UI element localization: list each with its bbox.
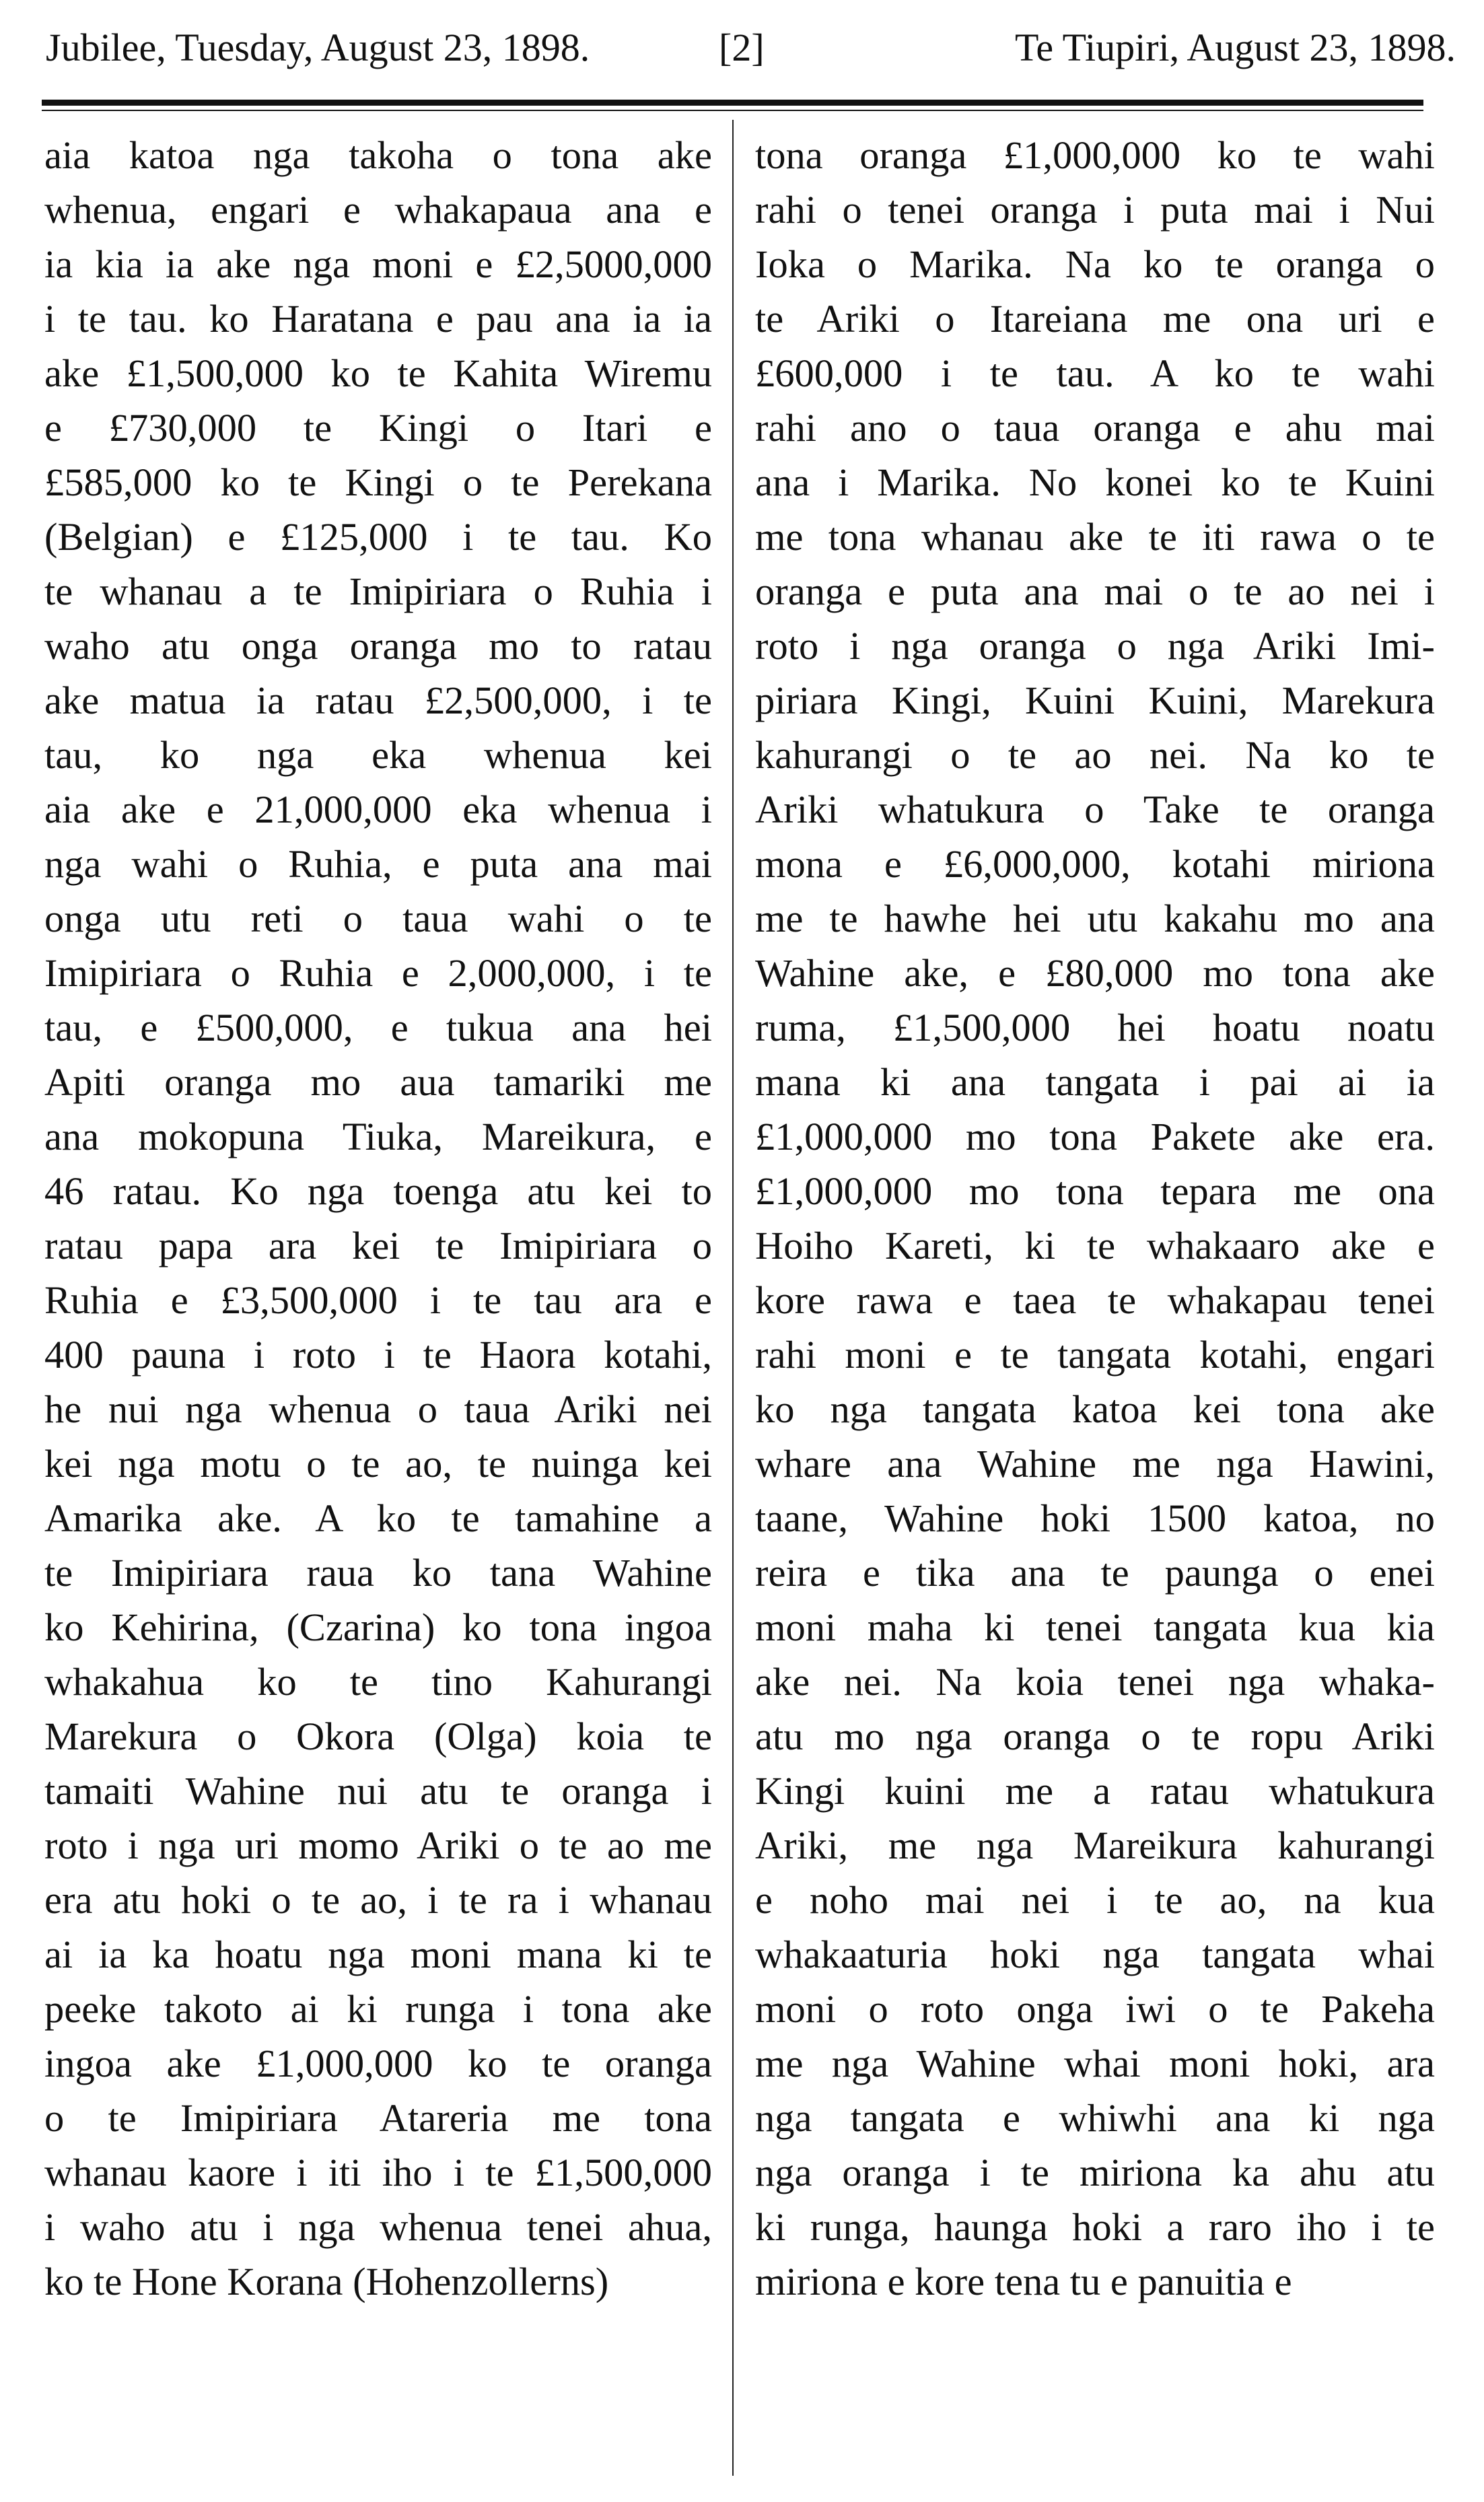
header-date-english: Jubilee, Tuesday, August 23, 1898. — [46, 26, 590, 69]
text-line: ia kia ia ake nga moni e £2,5000,000 — [44, 242, 712, 286]
text-line: te Imipiriara raua ko tana Wahine — [44, 1551, 712, 1595]
text-line: aia ake e 21,000,000 eka whenua i — [44, 788, 712, 831]
text-line: £1,000,000 mo tona tepara me ona — [755, 1169, 1435, 1213]
text-line: Amarika ake. A ko te tamahine a — [44, 1496, 712, 1540]
text-line: atu mo nga oranga o te ropu Ariki — [755, 1714, 1435, 1758]
text-line: 400 pauna i roto i te Haora kotahi, — [44, 1333, 712, 1377]
text-line: e noho mai nei i te ao, na kua — [755, 1878, 1435, 1922]
text-line: e £730,000 te Kingi o Itari e — [44, 406, 712, 450]
text-line: whenua, engari e whakapaua ana e — [44, 188, 712, 232]
text-line: roto i nga uri momo Ariki o te ao me — [44, 1823, 712, 1867]
text-line: nga tangata e whiwhi ana ki nga — [755, 2096, 1435, 2140]
text-line: Ariki whatukura o Take te oranga — [755, 788, 1435, 831]
text-line: Marekura o Okora (Olga) koia te — [44, 1714, 712, 1758]
text-line: me te hawhe hei utu kakahu mo ana — [755, 897, 1435, 940]
text-line: kore rawa e taea te whakapau tenei — [755, 1278, 1435, 1322]
text-line: mana ki ana tangata i pai ai ia — [755, 1060, 1435, 1104]
text-line: oranga e puta ana mai o te ao nei i — [755, 569, 1435, 613]
text-line: taane, Wahine hoki 1500 katoa, no — [755, 1496, 1435, 1540]
text-line: Ariki, me nga Mareikura kahurangi — [755, 1823, 1435, 1867]
text-line: (Belgian) e £125,000 i te tau. Ko — [44, 515, 712, 559]
header-rule-thin — [42, 110, 1423, 111]
text-line: te Ariki o Itareiana me ona uri e — [755, 297, 1435, 341]
text-line: roto i nga oranga o nga Ariki Imi- — [755, 624, 1435, 668]
text-line: ana mokopuna Tiuka, Mareikura, e — [44, 1115, 712, 1158]
text-column-left — [44, 128, 712, 2309]
text-line: Imipiriara o Ruhia e 2,000,000, i te — [44, 951, 712, 995]
text-line: o te Imipiriara Atareria me tona — [44, 2096, 712, 2140]
text-line: Apiti oranga mo aua tamariki me — [44, 1060, 712, 1104]
text-line: me nga Wahine whai moni hoki, ara — [755, 2042, 1435, 2085]
text-line: £585,000 ko te Kingi o te Perekana — [44, 460, 712, 504]
text-line: ko te Hone Korana (Hohenzollerns) — [44, 2260, 609, 2303]
text-line: Hoiho Kareti, ki te whakaaro ake e — [755, 1224, 1435, 1267]
text-line: aia katoa nga takoha o tona ake — [44, 133, 712, 177]
text-line: ake £1,500,000 ko te Kahita Wiremu — [44, 351, 712, 395]
text-line: rahi moni e te tangata kotahi, engari — [755, 1333, 1435, 1377]
text-line: nga wahi o Ruhia, e puta ana mai — [44, 842, 712, 886]
text-line: peeke takoto ai ki runga i tona ake — [44, 1987, 712, 2031]
text-line: Ioka o Marika. Na ko te oranga o — [755, 242, 1435, 286]
column-divider — [732, 120, 734, 2476]
text-line: nga oranga i te miriona ka ahu atu — [755, 2151, 1435, 2194]
text-line: reira e tika ana te paunga o enei — [755, 1551, 1435, 1595]
text-line: tau, e £500,000, e tukua ana hei — [44, 1006, 712, 1049]
text-line: ki runga, haunga hoki a raro iho i te — [755, 2205, 1435, 2249]
text-line: ruma, £1,500,000 hei hoatu noatu — [755, 1006, 1435, 1049]
text-line: kahurangi o te ao nei. Na ko te — [755, 733, 1435, 777]
text-line: ratau papa ara kei te Imipiriara o — [44, 1224, 712, 1267]
text-line: moni o roto onga iwi o te Pakeha — [755, 1987, 1435, 2031]
text-line: Kingi kuini me a ratau whatukura — [755, 1769, 1435, 1813]
text-line: mona e £6,000,000, kotahi miriona — [755, 842, 1435, 886]
text-line: £600,000 i te tau. A ko te wahi — [755, 351, 1435, 395]
text-line: tamaiti Wahine nui atu te oranga i — [44, 1769, 712, 1813]
text-line: piriara Kingi, Kuini Kuini, Marekura — [755, 679, 1435, 722]
text-line: he nui nga whenua o taua Ariki nei — [44, 1387, 712, 1431]
text-line: onga utu reti o taua wahi o te — [44, 897, 712, 940]
text-line: Wahine ake, e £80,000 mo tona ake — [755, 951, 1435, 995]
text-line: ake nei. Na koia tenei nga whaka- — [755, 1660, 1435, 1704]
text-line: whakaaturia hoki nga tangata whai — [755, 1933, 1435, 1976]
text-line: ai ia ka hoatu nga moni mana ki te — [44, 1933, 712, 1976]
header-date-maori: Te Tiupiri, August 23, 1898. — [1015, 26, 1456, 69]
text-line: Ruhia e £3,500,000 i te tau ara e — [44, 1278, 712, 1322]
text-line: 46 ratau. Ko nga toenga atu kei to — [44, 1169, 712, 1213]
page-header — [0, 0, 1484, 94]
text-line: ana i Marika. No konei ko te Kuini — [755, 460, 1435, 504]
text-line: ko nga tangata katoa kei tona ake — [755, 1387, 1435, 1431]
text-line: rahi o tenei oranga i puta mai i Nui — [755, 188, 1435, 232]
header-rule-thick — [42, 100, 1423, 106]
text-line: tau, ko nga eka whenua kei — [44, 733, 712, 777]
text-line: me tona whanau ake te iti rawa o te — [755, 515, 1435, 559]
text-line: te whanau a te Imipiriara o Ruhia i — [44, 569, 712, 613]
text-line: ingoa ake £1,000,000 ko te oranga — [44, 2042, 712, 2085]
text-line: miriona e kore tena tu e panuitia e — [755, 2260, 1292, 2303]
text-line: kei nga motu o te ao, te nuinga kei — [44, 1442, 712, 1486]
page-number: [2] — [719, 26, 765, 69]
text-line: i waho atu i nga whenua tenei ahua, — [44, 2205, 712, 2249]
text-line: moni maha ki tenei tangata kua kia — [755, 1605, 1435, 1649]
text-line: whanau kaore i iti iho i te £1,500,000 — [44, 2151, 712, 2194]
text-line: ake matua ia ratau £2,500,000, i te — [44, 679, 712, 722]
text-line: rahi ano o taua oranga e ahu mai — [755, 406, 1435, 450]
text-column-right — [755, 128, 1435, 2309]
text-line: whakahua ko te tino Kahurangi — [44, 1660, 712, 1704]
text-line: i te tau. ko Haratana e pau ana ia ia — [44, 297, 712, 341]
text-line: tona oranga £1,000,000 ko te wahi — [755, 133, 1435, 177]
text-line: era atu hoki o te ao, i te ra i whanau — [44, 1878, 712, 1922]
text-line: £1,000,000 mo tona Pakete ake era. — [755, 1115, 1435, 1158]
text-line: waho atu onga oranga mo to ratau — [44, 624, 712, 668]
text-line: whare ana Wahine me nga Hawini, — [755, 1442, 1435, 1486]
text-line: ko Kehirina, (Czarina) ko tona ingoa — [44, 1605, 712, 1649]
